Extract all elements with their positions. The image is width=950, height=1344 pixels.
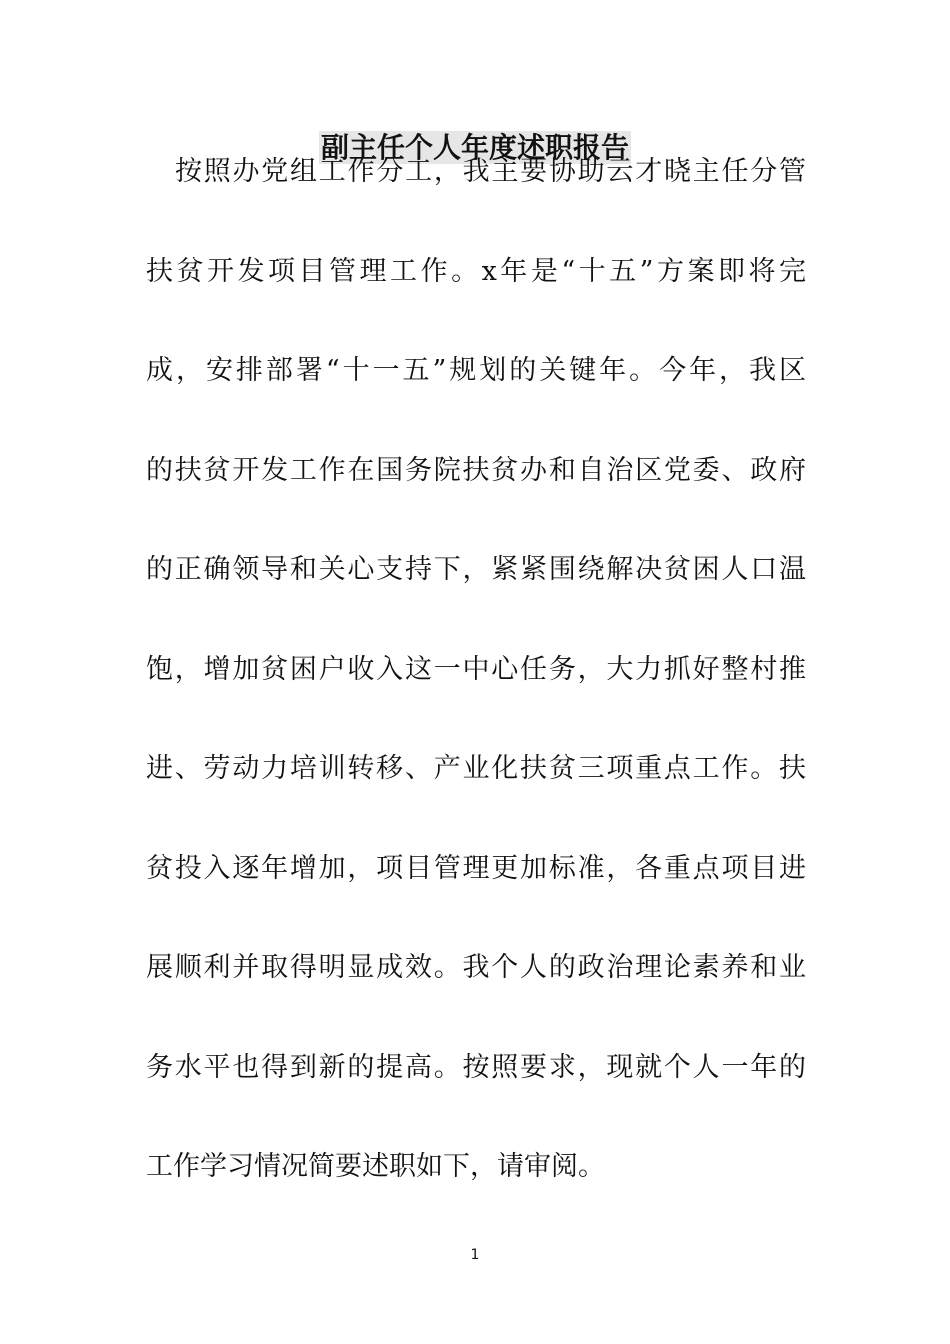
paragraph-line-2: 扶贫开发项目管理工作。x年是“十五”方案即将完 xyxy=(146,256,806,287)
paragraph-line-9: 展顺利并取得明显成效。我个人的政治理论素养和业 xyxy=(146,952,806,983)
paragraph-line-3: 成，安排部署“十一五”规划的关键年。今年，我区 xyxy=(146,355,806,386)
paragraph-line-10: 务水平也得到新的提高。按照要求，现就个人一年的 xyxy=(146,1052,806,1083)
paragraph-line-1: 按照办党组工作分工，我主要协助云才晓主任分管 xyxy=(175,156,806,187)
paragraph-line-8: 贫投入逐年增加，项目管理更加标准，各重点项目进 xyxy=(146,853,806,884)
paragraph-line-11: 工作学习情况简要述职如下，请审阅。 xyxy=(146,1151,605,1182)
page-number: 1 xyxy=(470,1247,480,1263)
document-title-text: 副主任个人年度述职报告 xyxy=(320,131,629,164)
paragraph-line-5: 的正确领导和关心支持下，紧紧围绕解决贫困人口温 xyxy=(146,554,806,585)
paragraph-line-7: 进、劳动力培训转移、产业化扶贫三项重点工作。扶 xyxy=(146,753,806,784)
paragraph-line-6: 饱，增加贫困户收入这一中心任务，大力抓好整村推 xyxy=(146,654,806,685)
paragraph-line-4: 的扶贫开发工作在国务院扶贫办和自治区党委、政府 xyxy=(146,455,806,486)
